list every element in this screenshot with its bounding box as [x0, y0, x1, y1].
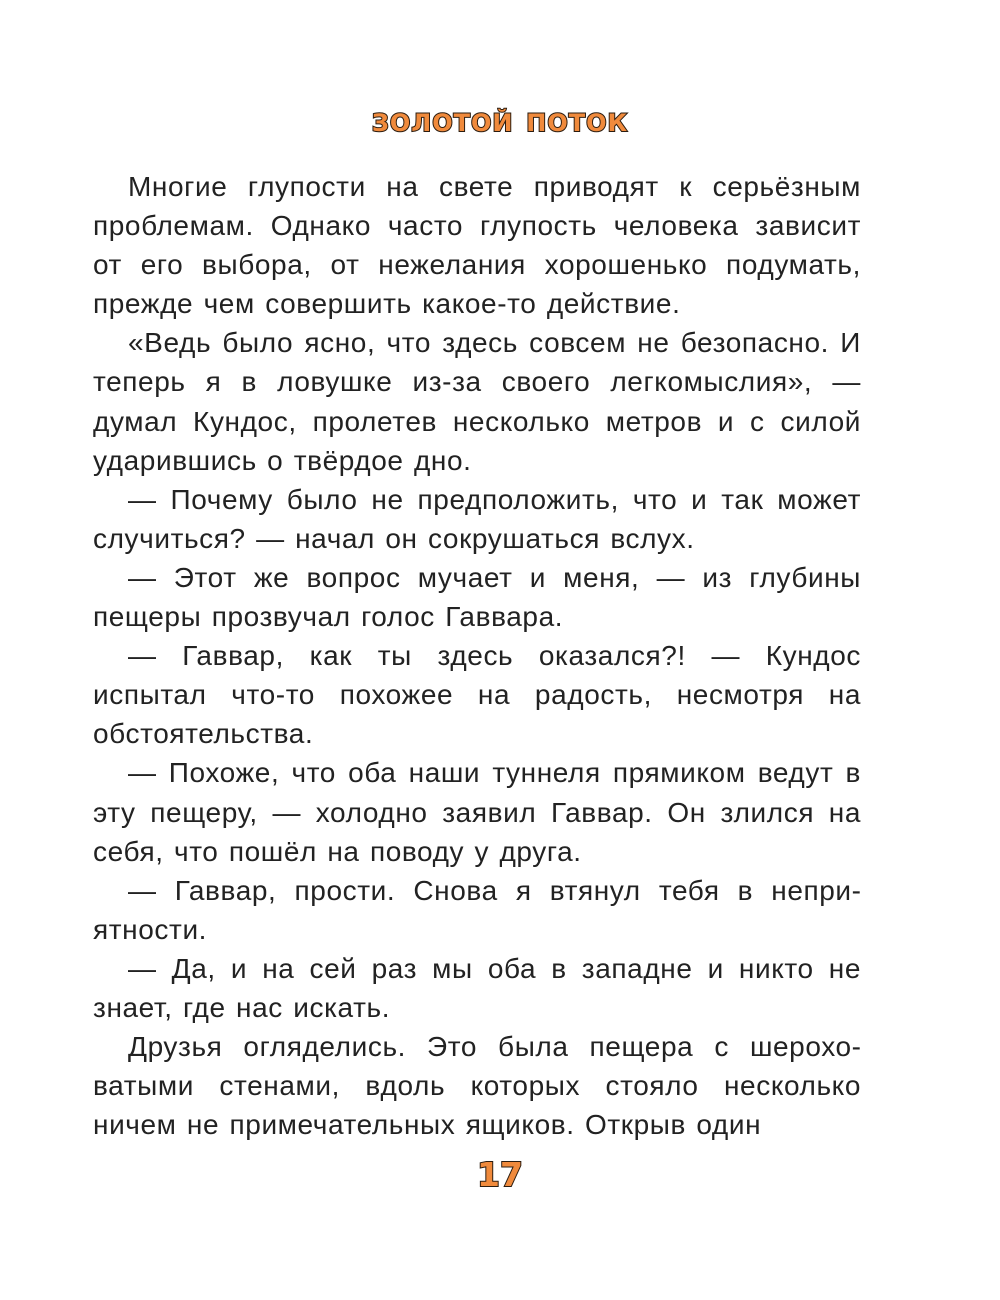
- page-number: 17: [477, 1155, 523, 1194]
- paragraph: — Этот же вопрос мучает и меня, — из глубины пещеры прозвучал голос Гаввара.: [93, 561, 861, 633]
- paragraph: — Да, и на сей раз мы оба в западне и никто не знает, где нас искать.: [93, 952, 861, 1023]
- paragraph: Многие глупости на свете приводят к серьёзным проблемам. Однако часто глупость человека зависит от его выбора, от нежелания хорошенько подумать, прежде чем совершить какое-то действие.: [93, 171, 861, 320]
- paragraph: — Гаввар, как ты здесь оказался?! — Кундос испытал что-то похожее на радость, несмотря на обстоятельства.: [93, 640, 861, 750]
- chapter-title: золотой поток: [371, 100, 629, 140]
- body-text: [93, 167, 861, 1144]
- paragraph: — Почему было не предположить, что и так может случиться? — начал он сокрушаться вслух.: [93, 483, 861, 554]
- paragraph: — Гаввар, прости. Снова я втянул тебя в неприятности.: [93, 874, 861, 945]
- paragraph: — Похоже, что оба наши туннеля прямиком ведут в эту пещеру, — холодно заявил Гаввар. Он злился на себя, что пошёл на поводу у друга.: [93, 757, 861, 867]
- paragraph: «Ведь было ясно, что здесь совсем не безопасно. И теперь я в ловушке из-за своего легкомыслия», — думал Кундос, пролетев несколько метров и с силой ударившись о твёрдое дно.: [93, 327, 861, 476]
- paragraph: Друзья огляделись. Это была пещера с шероховатыми стенами, вдоль которых стояло несколько ничем не примечательных ящиков. Открыв один: [93, 1031, 861, 1141]
